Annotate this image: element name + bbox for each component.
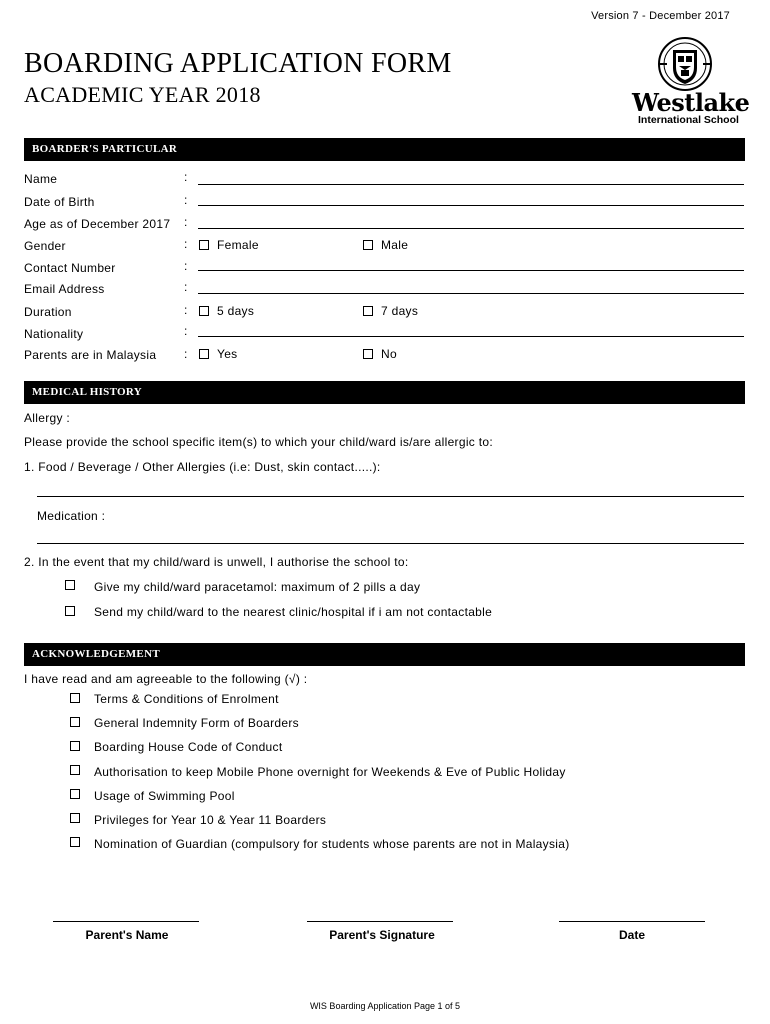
food-allergies-question: 1. Food / Beverage / Other Allergies (i.e: Dust, skin contact.....): xyxy=(24,460,381,474)
label-email-address: Email Address xyxy=(24,282,105,296)
parents-malaysia-no-checkbox[interactable] xyxy=(363,349,373,359)
label-contact-number: Contact Number xyxy=(24,261,116,275)
clinic-checkbox[interactable] xyxy=(65,606,75,616)
colon: : xyxy=(184,193,188,207)
ack-indemnity-checkbox[interactable] xyxy=(70,717,80,727)
colon: : xyxy=(184,303,188,317)
section-medical-history: MEDICAL HISTORY xyxy=(24,381,745,404)
name-field[interactable] xyxy=(198,184,744,185)
paracetamol-checkbox[interactable] xyxy=(65,580,75,590)
ack-code-of-conduct-label: Boarding House Code of Conduct xyxy=(94,740,283,754)
gender-male-checkbox[interactable] xyxy=(363,240,373,250)
section-boarders-particular: BOARDER'S PARTICULAR xyxy=(24,138,745,161)
ack-code-of-conduct-checkbox[interactable] xyxy=(70,741,80,751)
allergy-label: Allergy : xyxy=(24,411,71,425)
parents-malaysia-yes-checkbox[interactable] xyxy=(199,349,209,359)
ack-guardian-label: Nomination of Guardian (compulsory for students whose parents are not in Malaysia) xyxy=(94,837,570,851)
parents-malaysia-no-label: No xyxy=(381,347,397,361)
label-age: Age as of December 2017 xyxy=(24,217,171,231)
authorise-question: 2. In the event that my child/ward is unwell, I authorise the school to: xyxy=(24,555,409,569)
parent-signature-line[interactable] xyxy=(307,921,453,922)
acknowledgement-intro: I have read and am agreeable to the following (√) : xyxy=(24,672,308,686)
academic-year: ACADEMIC YEAR 2018 xyxy=(24,82,261,107)
contact-number-field[interactable] xyxy=(198,270,744,271)
date-of-birth-field[interactable] xyxy=(198,205,744,206)
ack-terms-checkbox[interactable] xyxy=(70,693,80,703)
gender-male-label: Male xyxy=(381,238,409,252)
ack-indemnity-label: General Indemnity Form of Boarders xyxy=(94,716,299,730)
school-logo-name: Westlake xyxy=(632,88,750,117)
school-logo-subtitle: International School xyxy=(638,114,739,126)
label-gender: Gender xyxy=(24,239,66,253)
nationality-field[interactable] xyxy=(198,336,744,337)
ack-privileges-checkbox[interactable] xyxy=(70,813,80,823)
section-acknowledgement: ACKNOWLEDGEMENT xyxy=(24,643,745,666)
page-footer: WIS Boarding Application Page 1 of 5 xyxy=(309,1001,461,1011)
gender-female-label: Female xyxy=(217,238,259,252)
parents-malaysia-yes-label: Yes xyxy=(217,347,238,361)
ack-swimming-pool-label: Usage of Swimming Pool xyxy=(94,789,235,803)
medication-field[interactable] xyxy=(37,543,744,544)
colon: : xyxy=(184,215,188,229)
ack-terms-label: Terms & Conditions of Enrolment xyxy=(94,692,279,706)
label-parents-in-malaysia: Parents are in Malaysia xyxy=(24,348,157,362)
colon: : xyxy=(184,170,188,184)
food-allergies-field[interactable] xyxy=(37,496,744,497)
age-field[interactable] xyxy=(198,228,744,229)
date-line[interactable] xyxy=(559,921,705,922)
school-crest-icon xyxy=(655,36,715,92)
parent-name-line[interactable] xyxy=(53,921,199,922)
label-nationality: Nationality xyxy=(24,327,84,341)
ack-mobile-phone-checkbox[interactable] xyxy=(70,765,80,775)
form-title: BOARDING APPLICATION FORM xyxy=(24,48,452,79)
duration-7-days-label: 7 days xyxy=(381,304,419,318)
colon: : xyxy=(184,347,188,361)
colon: : xyxy=(184,280,188,294)
ack-privileges-label: Privileges for Year 10 & Year 11 Boarders xyxy=(94,813,327,827)
email-address-field[interactable] xyxy=(198,293,744,294)
allergy-prompt: Please provide the school specific item(s) to which your child/ward is/are allergic to: xyxy=(24,435,493,449)
colon: : xyxy=(184,324,188,338)
paracetamol-label: Give my child/ward paracetamol: maximum of 2 pills a day xyxy=(94,580,421,594)
colon: : xyxy=(184,259,188,273)
ack-guardian-checkbox[interactable] xyxy=(70,837,80,847)
colon: : xyxy=(184,237,188,251)
clinic-label: Send my child/ward to the nearest clinic/hospital if i am not contactable xyxy=(94,605,493,619)
label-date-of-birth: Date of Birth xyxy=(24,195,95,209)
medication-label: Medication : xyxy=(37,509,106,523)
gender-female-checkbox[interactable] xyxy=(199,240,209,250)
label-name: Name xyxy=(24,172,58,186)
ack-mobile-phone-label: Authorisation to keep Mobile Phone overnight for Weekends & Eve of Public Holiday xyxy=(94,765,566,779)
ack-swimming-pool-checkbox[interactable] xyxy=(70,789,80,799)
parent-name-label: Parent's Name xyxy=(85,928,169,942)
version-note: Version 7 - December 2017 xyxy=(591,10,730,22)
parent-signature-label: Parent's Signature xyxy=(329,928,435,942)
date-label: Date xyxy=(618,928,645,942)
duration-7-days-checkbox[interactable] xyxy=(363,306,373,316)
duration-5-days-label: 5 days xyxy=(217,304,255,318)
duration-5-days-checkbox[interactable] xyxy=(199,306,209,316)
label-duration: Duration xyxy=(24,305,72,319)
